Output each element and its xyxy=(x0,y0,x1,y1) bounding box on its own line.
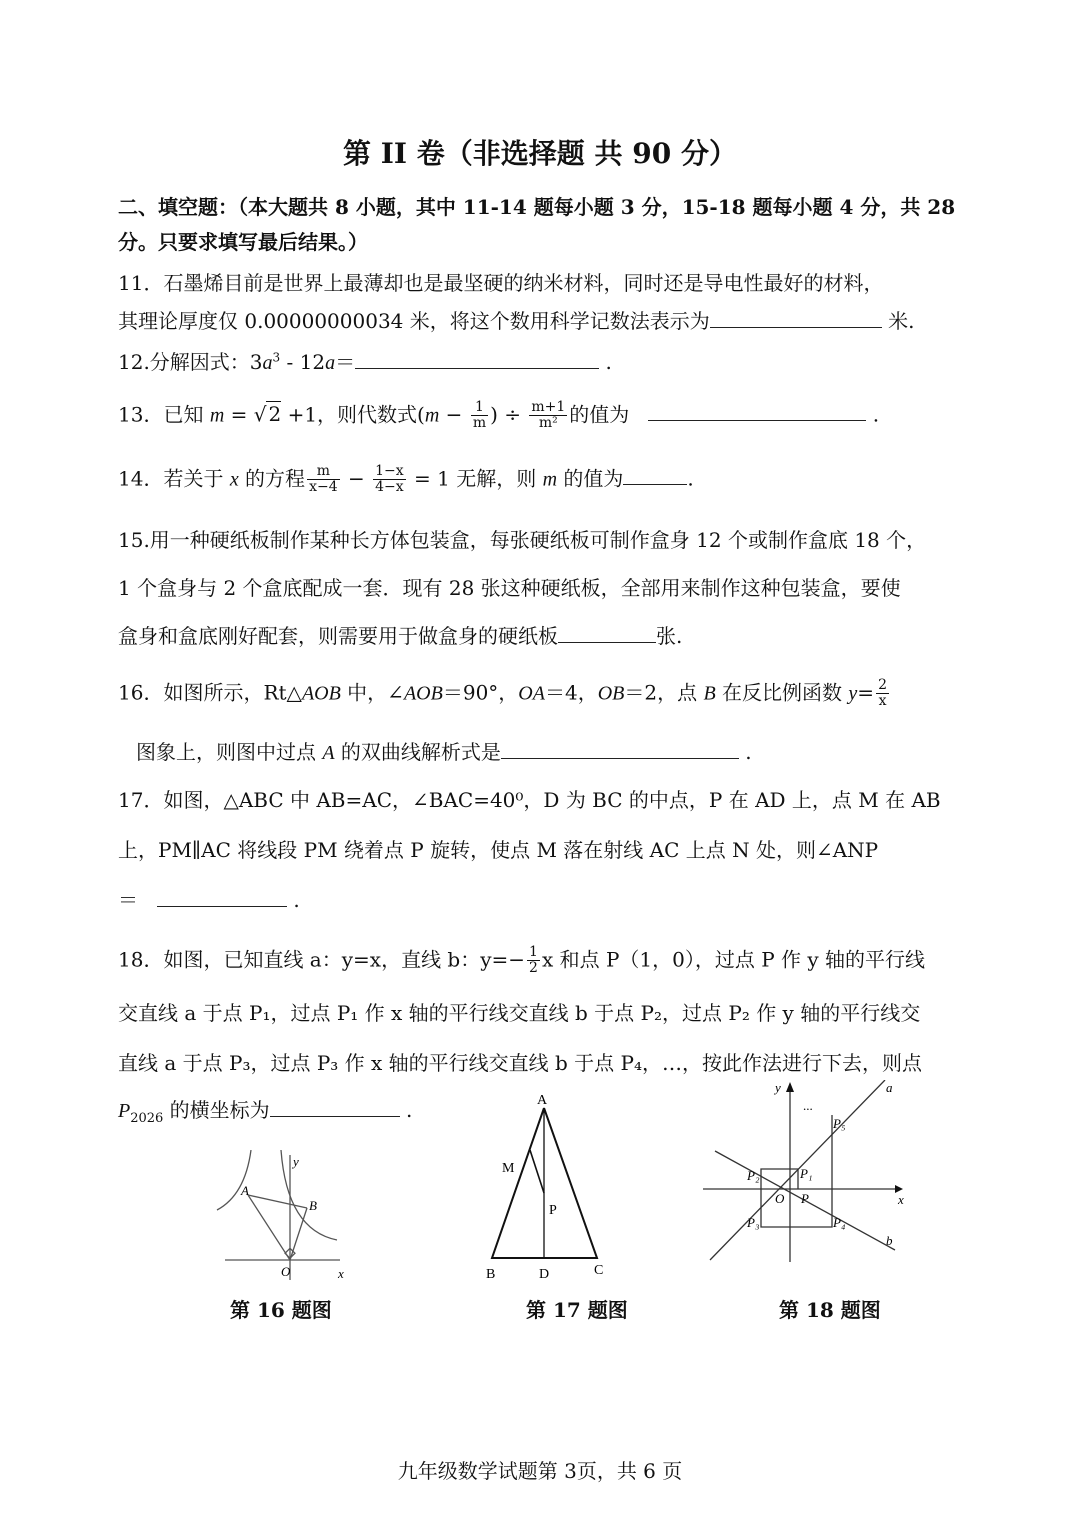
frac-den: x−4 xyxy=(309,479,338,496)
label-d: D xyxy=(539,1267,550,1282)
q11-line2 xyxy=(118,309,915,333)
segment-ob xyxy=(290,1208,307,1260)
q13-frac2 xyxy=(529,400,567,432)
page-footer: 九年级数学试题第 3页，共 6 页 xyxy=(397,1459,683,1483)
label-o: O xyxy=(775,1191,785,1206)
label-y: y xyxy=(775,1080,781,1095)
q12-end: . xyxy=(599,350,612,374)
q13-end: . xyxy=(866,402,880,427)
figure-17 xyxy=(480,1088,620,1288)
q12 xyxy=(118,350,612,375)
q17-text: ＝ xyxy=(118,888,145,912)
label-dots: ... xyxy=(803,1098,813,1113)
q16-frac xyxy=(876,678,889,710)
label-m: M xyxy=(502,1161,515,1176)
q12-var2: a xyxy=(325,352,336,374)
q16-var: A xyxy=(322,742,335,764)
q14-var2: m xyxy=(542,468,558,491)
label-b: B xyxy=(309,1198,317,1213)
frac-num: m+1 xyxy=(531,399,566,415)
label-p: P xyxy=(549,1203,557,1218)
q14-mid: 的方程 xyxy=(238,466,306,491)
frac-num: 1 xyxy=(529,944,538,960)
label-b: b xyxy=(886,1233,893,1248)
frac-den: 2 xyxy=(529,960,538,977)
q16-text: 中，∠ xyxy=(340,680,404,705)
label-a: A xyxy=(537,1093,548,1108)
hyperbola-left xyxy=(217,1150,251,1210)
q18-text: x 和点 P（1，0），过点 P 作 y 轴的平行线 xyxy=(541,947,926,972)
frac-den: 4−x xyxy=(375,479,404,496)
label-a: a xyxy=(886,1080,893,1095)
frac-den: m xyxy=(472,415,487,432)
q16-answer-blank[interactable] xyxy=(501,740,739,759)
label-p: P xyxy=(801,1191,809,1206)
q16-text: 图象上，则图中过点 xyxy=(136,740,323,764)
q16-text: ＝90°， xyxy=(442,680,519,705)
q13-radicand: 2 xyxy=(268,402,282,427)
q18-line2: 交直线 a 于点 P₁，过点 P₁ 作 x 轴的平行线交直线 b 于点 P₂，过点 P₂ 作 y 轴的平行线交 xyxy=(118,1001,921,1025)
q16-var: y xyxy=(848,682,858,705)
q15-line1: 15.用一种硬纸板制作某种长方体包装盒，每张硬纸板可制作盒身 12 个或制作盒底 18 个， xyxy=(118,528,927,552)
label-x: x xyxy=(898,1192,904,1207)
q16-var: B xyxy=(703,682,716,705)
q14-text: 14．若关于 xyxy=(118,466,230,491)
q14 xyxy=(118,464,694,496)
q15-end: 张. xyxy=(656,624,683,648)
q18-line3: 直线 a 于点 P₃，过点 P₃ 作 x 轴的平行线交直线 b 于点 P₄，…，按此作法进行下去，则点 xyxy=(118,1051,923,1075)
q17-line2: 上，PM∥AC 将线段 PM 绕着点 P 旋转，使点 M 落在射线 AC 上点 N 处，则∠ANP xyxy=(118,838,879,862)
q16-var: OB xyxy=(597,682,625,705)
q18-text: 18．如图，已知直线 a：y=x，直线 b：y=− xyxy=(118,947,526,972)
q15-answer-blank[interactable] xyxy=(558,624,656,643)
label-b: B xyxy=(486,1267,496,1282)
q16-var: AOB xyxy=(301,682,341,705)
q13-text: 13．已知 xyxy=(118,402,210,427)
label-y: y xyxy=(293,1154,299,1169)
q13-var: m xyxy=(209,404,225,427)
q16-text: 16．如图所示，Rt△ xyxy=(118,680,302,705)
q13-expr3: ) ÷ xyxy=(490,402,528,427)
q13-suffix: 的值为 xyxy=(569,402,630,427)
figure-16-caption: 第 16 题图 xyxy=(230,1298,332,1322)
frac-den: x xyxy=(878,693,887,710)
q18-sub: 2026 xyxy=(130,1111,164,1126)
q18-answer-blank[interactable] xyxy=(270,1098,400,1117)
q18-frac xyxy=(527,945,540,977)
frac-num: m xyxy=(307,464,340,480)
frac-num: 2 xyxy=(878,677,887,693)
q16-text: 在反比例函数 xyxy=(715,680,849,705)
q11-line1: 11．石墨烯目前是世界上最薄却也是最坚硬的纳米材料，同时还是导电性最好的材料， xyxy=(118,271,884,295)
q15-line3 xyxy=(118,624,682,648)
q16-end: . xyxy=(738,740,752,764)
q13-expr2: +1，则代数式( xyxy=(281,402,425,427)
q16-text: ＝2，点 xyxy=(624,680,704,705)
q14-answer-blank[interactable] xyxy=(623,466,687,485)
q16-line1 xyxy=(118,678,891,710)
segment-ab xyxy=(248,1195,307,1208)
q12-answer-blank[interactable] xyxy=(355,350,599,369)
label-p4: P₄ xyxy=(833,1215,846,1230)
q14-end: . xyxy=(687,466,694,491)
q17-line3 xyxy=(118,888,300,912)
q12-exp: 3 xyxy=(272,350,281,365)
q18-var: P xyxy=(118,1100,131,1122)
label-a: A xyxy=(241,1183,249,1198)
q13-frac1 xyxy=(471,400,488,432)
label-c: C xyxy=(594,1263,604,1278)
q18-text: 的横坐标为 xyxy=(163,1098,270,1122)
figure-18-caption: 第 18 题图 xyxy=(779,1298,881,1322)
q12-text: 12.分解因式：3 xyxy=(118,350,263,374)
q11-text: 其理论厚度仅 0.00000000034 米，将这个数用科学记数法表示为 xyxy=(118,309,710,333)
q14-eq: = 1 无解，则 xyxy=(407,466,543,491)
q18-line1 xyxy=(118,945,925,977)
y-arrow-icon xyxy=(786,1082,794,1092)
page-title: 第 II 卷（非选择题 共 90 分） xyxy=(343,137,737,170)
q11-end: 米. xyxy=(881,309,915,333)
figure-16 xyxy=(215,1150,405,1285)
figure-18 xyxy=(700,1080,930,1265)
q12-mid: - 12 xyxy=(280,350,326,374)
q12-eq: ＝ xyxy=(335,350,356,374)
section-header-line1: 二、填空题：（本大题共 8 小题，其中 11-14 题每小题 3 分，15-18 题每小题 4 分，共 28 xyxy=(118,195,956,219)
q16-text: ＝4， xyxy=(544,680,598,705)
q13-minus: − xyxy=(439,402,469,427)
q13-var2: m xyxy=(424,404,440,427)
q15-line2: 1 个盒身与 2 个盒底配成一套．现有 28 张这种硬纸板，全部用来制作这种包装盒，要使 xyxy=(118,576,901,600)
frac-num: 1−x xyxy=(375,463,404,479)
label-x: x xyxy=(338,1266,344,1281)
q13-expr: = √ xyxy=(224,402,267,427)
label-p5: P₅ xyxy=(833,1116,846,1131)
q16-eq: = xyxy=(857,680,875,705)
segment-pm xyxy=(530,1150,544,1193)
label-p2: P₂ xyxy=(747,1168,760,1183)
q17-line1: 17．如图，△ABC 中 AB=AC，∠BAC=40⁰，D 为 BC 的中点，P 在 AD 上，点 M 在 AB xyxy=(118,788,941,812)
q12-var: a xyxy=(262,352,273,374)
q13-answer-blank[interactable] xyxy=(648,402,866,421)
q11-answer-blank[interactable] xyxy=(710,309,882,328)
q16-text: 的双曲线解析式是 xyxy=(334,740,501,764)
q18-end: . xyxy=(399,1098,413,1122)
frac-num: 1 xyxy=(471,400,488,416)
section-header-line2: 分。只要求填写最后结果。） xyxy=(118,230,368,254)
figure-17-caption: 第 17 题图 xyxy=(526,1298,628,1322)
q17-end: . xyxy=(287,888,300,912)
q14-suffix: 的值为 xyxy=(557,466,624,491)
q15-text: 盒身和盒底刚好配套，则需要用于做盒身的硬纸板 xyxy=(118,624,558,648)
q13 xyxy=(118,400,879,432)
q16-var: AOB xyxy=(403,682,443,705)
q16-line2 xyxy=(136,740,752,765)
q18-line4 xyxy=(118,1098,412,1127)
q14-frac1 xyxy=(307,464,340,496)
label-o: O xyxy=(281,1264,291,1279)
label-p3: P₃ xyxy=(747,1215,760,1230)
q17-answer-blank[interactable] xyxy=(157,888,287,907)
q16-var: OA xyxy=(518,682,545,705)
q14-frac2 xyxy=(373,464,406,496)
q14-minus: − xyxy=(341,466,372,491)
frac-den: m² xyxy=(538,415,558,432)
segment-oa xyxy=(248,1195,290,1260)
q14-var: x xyxy=(229,468,239,491)
label-p1: P₁ xyxy=(800,1166,813,1181)
